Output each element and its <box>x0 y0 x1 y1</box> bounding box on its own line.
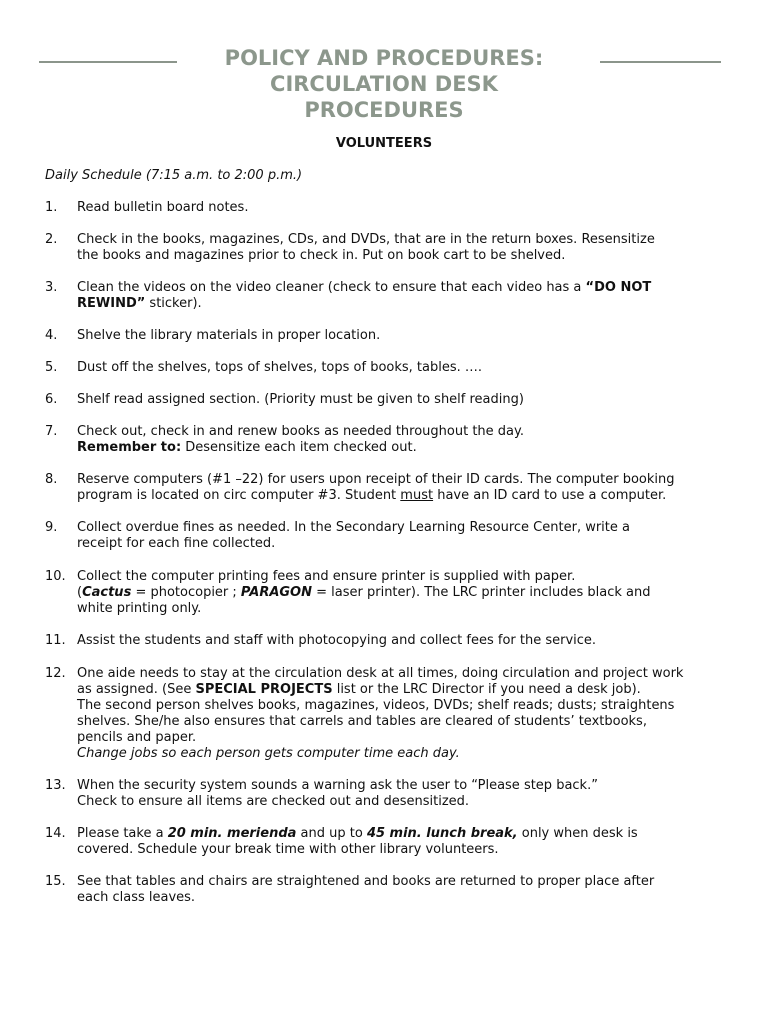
text-run: ( <box>77 585 83 600</box>
item-line: Collect overdue fines as needed. In the Secondary Learning Resource Center, write a <box>77 520 630 535</box>
item-line <box>77 440 737 456</box>
title-line: PROCEDURES <box>304 98 464 122</box>
item-line <box>77 585 737 601</box>
item-line: each class leaves. <box>77 890 196 905</box>
item-text <box>77 520 737 552</box>
item-text <box>77 874 737 906</box>
item-line <box>77 488 737 504</box>
item-line: Check out, check in and renew books as needed throughout the day. <box>77 424 524 439</box>
item-line: shelves. She/he also ensures that carrels and tables are cleared of students’ textbooks, <box>77 714 647 729</box>
item-number: 8. <box>45 472 58 487</box>
text-run: Desensitize each item checked out. <box>181 440 417 455</box>
emphasis-text: 45 min. lunch break, <box>366 826 518 841</box>
text-run: have an ID card to use a computer. <box>433 488 667 503</box>
text-run: = laser printer). The LRC printer includes black and <box>312 585 651 600</box>
text-run: program is located on circ computer #3. Student <box>77 488 401 503</box>
item-line: Check to ensure all items are checked out and desensitized. <box>77 794 470 809</box>
item-line: Collect the computer printing fees and ensure printer is supplied with paper. <box>77 569 576 584</box>
item-number: 13. <box>45 778 66 793</box>
item-text <box>77 232 737 264</box>
item-line: One aide needs to stay at the circulation desk at all times, doing circulation and project work <box>77 666 684 681</box>
item-line: Check in the books, magazines, CDs, and DVDs, that are in the return boxes. Resensitize <box>77 232 655 247</box>
daily-schedule: Daily Schedule (7:15 a.m. to 2:00 p.m.) <box>45 168 303 183</box>
item-line: Assist the students and staff with photocopying and collect fees for the service. <box>77 633 597 648</box>
emphasis-text: “DO NOT <box>585 280 652 295</box>
item-line: Change jobs so each person gets computer time each day. <box>77 746 460 761</box>
title-line: CIRCULATION DESK <box>270 72 498 96</box>
item-number: 10. <box>45 569 66 584</box>
item-line <box>77 682 737 698</box>
item-line: Reserve computers (#1 –22) for users upon receipt of their ID cards. The computer booking <box>77 472 675 487</box>
item-line: Read bulletin board notes. <box>77 200 249 215</box>
emphasis-text: Remember to: <box>77 440 182 455</box>
emphasis-text: REWIND” <box>77 296 146 311</box>
text-run: and up to <box>296 826 367 841</box>
item-number: 7. <box>45 424 58 439</box>
item-number: 5. <box>45 360 58 375</box>
text-run: sticker). <box>145 296 202 311</box>
item-text <box>77 472 737 504</box>
item-text <box>77 826 737 858</box>
item-text <box>77 666 737 762</box>
item-line: pencils and paper. <box>77 730 197 745</box>
underlined-text: must <box>400 488 434 503</box>
item-line: the books and magazines prior to check in. Put on book cart to be shelved. <box>77 248 566 263</box>
item-line: covered. Schedule your break time with other library volunteers. <box>77 842 499 857</box>
item-line <box>77 280 737 296</box>
item-number: 2. <box>45 232 58 247</box>
text-run: as assigned. (See <box>77 682 196 697</box>
item-number: 9. <box>45 520 58 535</box>
item-line: Shelf read assigned section. (Priority must be given to shelf reading) <box>77 392 524 407</box>
item-text <box>77 633 737 649</box>
item-text <box>77 328 737 344</box>
item-text <box>77 392 737 408</box>
item-line <box>77 296 737 312</box>
item-text <box>77 200 737 216</box>
item-text <box>77 778 737 810</box>
item-number: 1. <box>45 200 58 215</box>
emphasis-text: PARAGON <box>240 585 312 600</box>
item-line: When the security system sounds a warning ask the user to “Please step back.” <box>77 778 598 793</box>
item-line: Dust off the shelves, tops of shelves, tops of books, tables. …. <box>77 360 483 375</box>
text-run: only when desk is <box>517 826 638 841</box>
item-text <box>77 360 737 376</box>
item-line <box>77 826 737 842</box>
item-number: 3. <box>45 280 58 295</box>
item-number: 14. <box>45 826 66 841</box>
item-number: 4. <box>45 328 58 343</box>
item-line: See that tables and chairs are straightened and books are returned to proper place after <box>77 874 655 889</box>
title-line: POLICY AND PROCEDURES: <box>224 46 544 70</box>
emphasis-text: 20 min. merienda <box>167 826 297 841</box>
item-number: 11. <box>45 633 66 648</box>
item-number: 6. <box>45 392 58 407</box>
item-line: The second person shelves books, magazines, videos, DVDs; shelf reads; dusts; straightens <box>77 698 675 713</box>
emphasis-text: Cactus <box>82 585 132 600</box>
text-run: Clean the videos on the video cleaner (check to ensure that each video has a <box>77 280 586 295</box>
item-number: 15. <box>45 874 66 889</box>
item-line: receipt for each fine collected. <box>77 536 276 551</box>
item-line: white printing only. <box>77 601 202 616</box>
text-run: = photocopier ; <box>131 585 241 600</box>
item-text <box>77 569 737 617</box>
item-line: Shelve the library materials in proper location. <box>77 328 381 343</box>
document-title <box>0 45 768 123</box>
text-run: list or the LRC Director if you need a desk job). <box>332 682 641 697</box>
text-run: Please take a <box>77 826 168 841</box>
item-number: 12. <box>45 666 66 681</box>
item-text <box>77 280 737 312</box>
item-text <box>77 424 737 456</box>
emphasis-text: SPECIAL PROJECTS <box>195 682 333 697</box>
section-heading: VOLUNTEERS <box>335 136 433 151</box>
